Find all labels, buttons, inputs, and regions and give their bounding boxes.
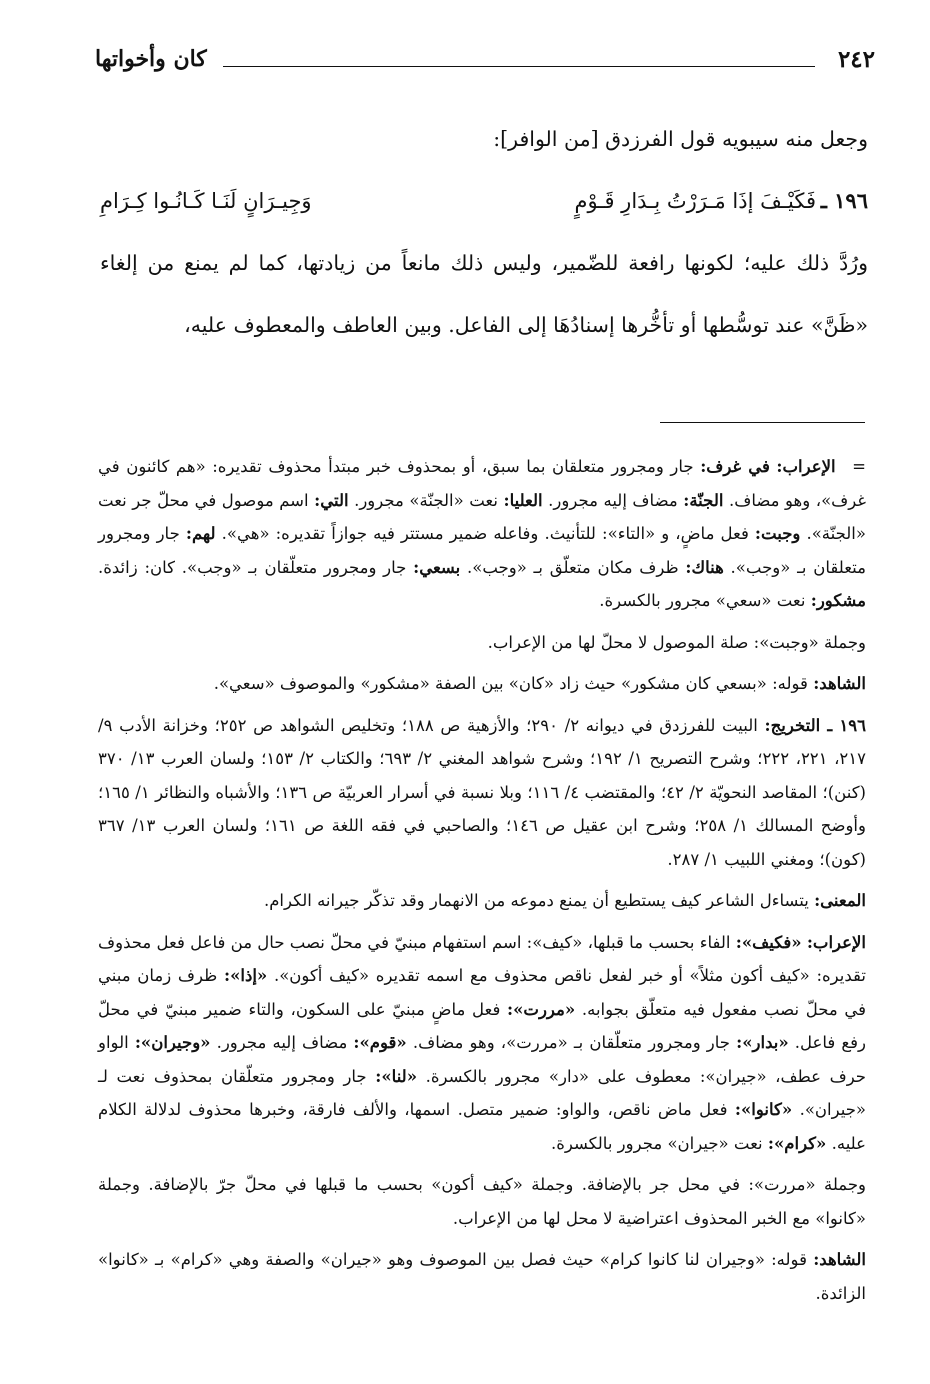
term: «وجيران»: [134, 1033, 211, 1052]
note-heading: المعنى: [814, 891, 866, 910]
term: بسعي: [413, 557, 461, 577]
main-paragraph: ورُدَّ ذلك عليه؛ لكونها رافعة للضّمير، وليس ذلك مانعاً من زيادتها، كما لم يمنع من إلغاء «ظَنَّ» عند توسُّطها أو تأخُّرها إسنادُهَا إلى الفاعل. وبين العاطف والمعطوف عليه، [100, 251, 868, 337]
header-rule [223, 66, 815, 67]
term: «إذا»: [224, 966, 268, 985]
note-meaning [98, 884, 866, 918]
term: التي: [314, 490, 349, 510]
explanation: نعت «سعي» مجرور بالكسرة. [599, 591, 806, 610]
explanation: ظرف زمان مبني في محلّ نصب مفعول فيه متعلّق بجوابه. [98, 966, 866, 1019]
verse-second-hemistich: وَجِيـرَانٍ لَنَـا كَـانُـوا كِـرَامِ [100, 189, 312, 213]
explanation: جار ومجرور متعلّقان بمحذوف نعت لـ «جيران». [98, 1066, 866, 1119]
note-text: البيت للفرزدق في ديوانه ٢/ ٢٩٠؛ والأزهية ص ١٨٨؛ وتخليص الشواهد ص ٢٥٢؛ وخزانة الأدب ٩/ ٢١٧، ٢٢١، ٢٢٢؛ وشرح التصريح ١/ ١٩٢؛ وشرح شواهد المغني ٢/ ٦٩٣؛ والكتاب ٢/ ١٥٣؛ ولسان العرب ١٣/ ٣٧٠ (كنن)؛ المقاصد النحويّة ٢/ ٤٢؛ والمقتضب ٤/ ١١٦؛ وبلا نسبة في أسرار العربيّة ص ١٣٦؛ والأشباه والنظائر ١/ ١٦٥؛ وأوضح المسالك ١/ ٢٥٨؛ وشرح ابن عقيل ص ١٤٦؛ والصاحبي في فقه اللغة ص ١٦١؛ ولسان العرب ١٣/ ٣٦٧ (كون)؛ ومغني اللبيب ١/ ٢٨٧. [98, 715, 866, 869]
continuation-mark: = [852, 457, 866, 476]
explanation: الواو حرف عطف، «جيران»: معطوف على «دار» مجرور بالكسرة. [98, 1033, 866, 1086]
explanation: فعل ماضٍ مبنيّ على السكون، والتاء ضمير مبنيّ في محلّ رفع فاعل. [98, 999, 867, 1052]
explanation: الفاء بحسب ما قبلها، «كيف»: اسم استفهام مبنيّ في محلّ نصب حال من فاعل فعل محذوف تقديره: «كيف أكون مثلاً» أو خبر لفعل ناقص محذوف مع اسمه تقديره «كيف أكون». [98, 932, 866, 985]
footnote-separator [660, 422, 865, 423]
note-sentence-prev: وجملة «وجبت»: صلة الموصول لا محلّ لها من الإعراب. [487, 632, 866, 652]
term: «فكيف»: [735, 932, 802, 952]
term: «كانوا»: [734, 1100, 793, 1119]
term: الجنّة: [683, 490, 724, 510]
explanation: نعت «جيران» مجرور بالكسرة. [550, 1133, 763, 1153]
term: «قوم»: [353, 1033, 407, 1052]
explanation: جار ومجرور متعلقان بما سبق، أو بمحذوف خبر مبتدأ محذوف تقديره: «هم كائنون في غرف»، وهو مضاف. [98, 457, 866, 510]
note-shahid [98, 1243, 866, 1310]
explanation: فعل ماض ناقص، والواو: ضمير متصل. اسمها، والألف فارقة، وخبرها محذوف لدلالة الكلام عليه. [98, 1100, 866, 1153]
term: في غرف: [700, 457, 770, 476]
note-shahid-prev [98, 667, 866, 701]
main-text [100, 108, 868, 356]
intro-line: وجعل منه سيبويه قول الفرزدق [من الوافر]: [493, 127, 868, 151]
note-sentences: وجملة «مررت»: في محل جر بالإضافة. وجملة «كيف أكون» بحسب ما قبلها في محلّ جرّ بالإضافة. وجملة «كانوا» مع الخبر المحذوف اعتراضية لا محل لها من الإعراب. [98, 1175, 866, 1228]
term: مشكور: [810, 591, 866, 610]
explanation: فعل ماضٍ، و «التاء»: للتأنيث. وفاعله ضمير مستتر فيه جوازاً تقديره: «هي». [221, 524, 749, 543]
explanation: جار ومجرور متعلّقان بـ «مررت»، وهو مضاف. [412, 1033, 731, 1052]
note-text: يتساءل الشاعر كيف يستطيع أن يمنع دموعه من الانهمار وقد تذكّر جيرانه الكرام. [263, 891, 809, 910]
note-irab [98, 926, 866, 1161]
explanation: اسم موصول في محلّ جر نعت «الجنّة». [98, 490, 866, 543]
page-number: ٢٤٢ [837, 46, 875, 73]
running-header [95, 40, 875, 80]
term: لهم: [185, 524, 216, 543]
note-heading: الشاهد: [813, 1250, 867, 1269]
explanation: جار ومجرور متعلقان بـ «وجب». [98, 524, 866, 577]
note-heading: الإعراب: [806, 932, 866, 952]
term: «بدار»: [736, 1033, 789, 1052]
verse-196 [100, 170, 868, 232]
note-text: قوله: «وجيران لنا كانوا كرام» حيث فصل بين الموصوف وهو «جيران» والصفة وهي «كرام» بـ «كانوا» الزائدة. [98, 1250, 866, 1303]
explanation: مضاف إليه مجرور. [548, 490, 678, 510]
term: العليا: [503, 490, 543, 510]
note-heading: الإعراب: [776, 457, 836, 476]
chapter-title: كان وأخواتها [95, 46, 207, 72]
note-heading: الشاهد: [813, 674, 866, 693]
term: «كرام»: [767, 1133, 827, 1153]
verse-number: ١٩٦ ـ [820, 188, 868, 213]
explanation: مضاف إليه مجرور. [216, 1033, 348, 1052]
explanation: جار ومجرور متعلّقان بـ «وجب». كان: زائدة. [98, 557, 407, 577]
note-text: قوله: «بسعي كان مشكور» حيث زاد «كان» بين الصفة «مشكور» والموصوف «سعي». [213, 674, 808, 693]
note-irab-prev [98, 450, 866, 618]
term: «مررت»: [507, 999, 576, 1019]
note-takhrij [98, 709, 866, 877]
verse-first-hemistich: فَكَيْـفَ إذَا مَـرَرْتُ بِـدَارِ قَـوْمٍ [574, 189, 816, 213]
footnotes [98, 450, 866, 1310]
term: وجبت: [754, 524, 801, 543]
note-heading: ١٩٦ ـ التخريج: [764, 715, 866, 735]
term: هناك: [685, 557, 724, 577]
term: «لنا»: [375, 1066, 418, 1086]
explanation: نعت «الجنّة» مجرور. [354, 490, 498, 510]
explanation: ظرف مكان متعلّق بـ «وجب». [467, 557, 679, 577]
